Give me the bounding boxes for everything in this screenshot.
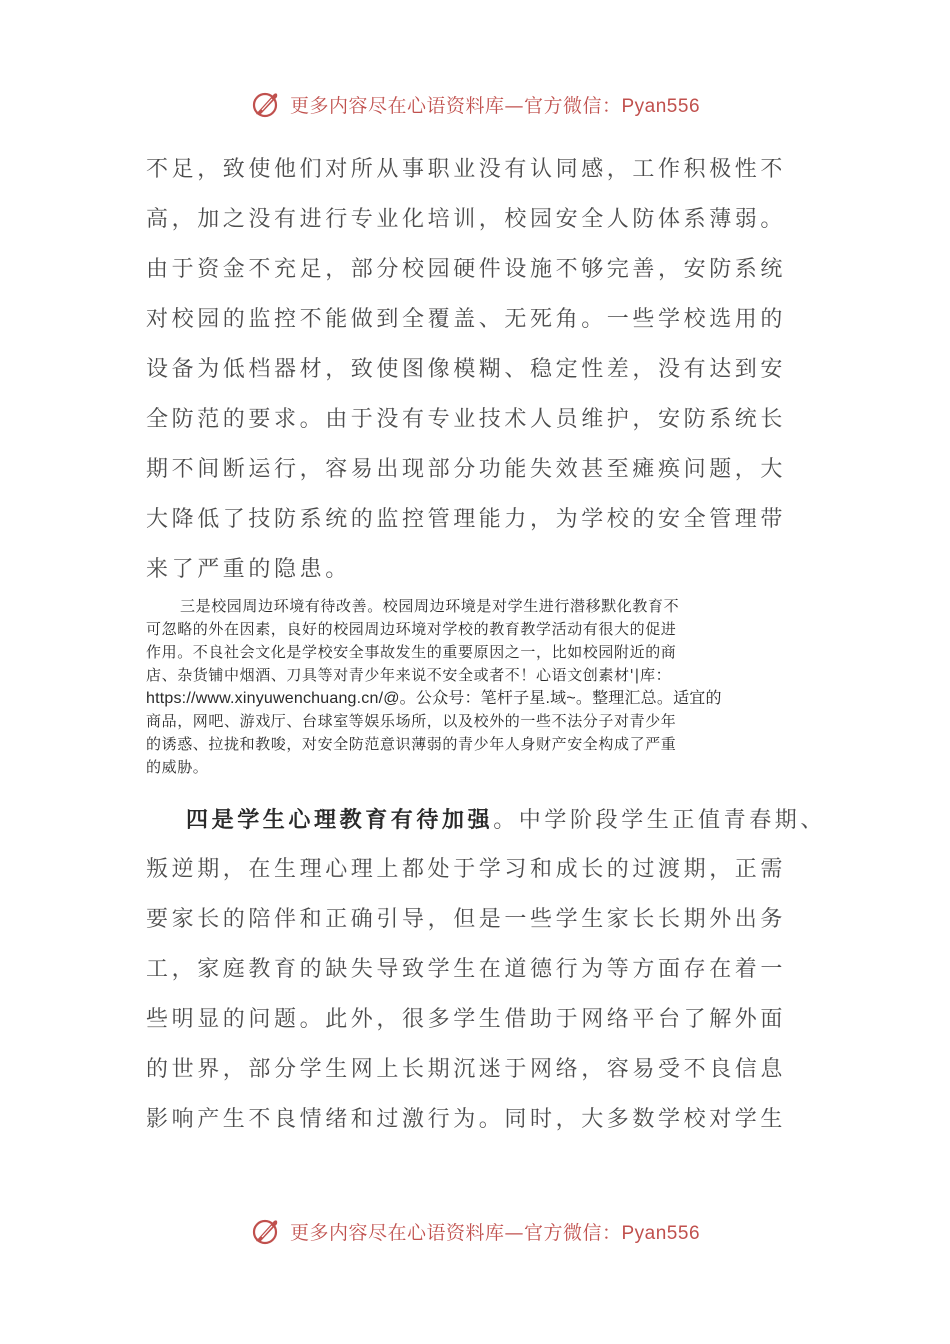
- header-banner: [0, 84, 950, 124]
- quill-pen-logo-icon: [250, 88, 282, 120]
- footer-banner: [0, 1211, 950, 1251]
- paragraph-2: [146, 595, 808, 779]
- text-line: 作用。不良社会文化是学校安全事故发生的重要原因之一，比如校园附近的商: [146, 643, 677, 661]
- text-line: 的诱惑、拉拢和教唆，对安全防范意识薄弱的青少年人身财产安全构成了严重: [146, 735, 677, 753]
- footer-wechat-id: Pyan556: [621, 1222, 701, 1244]
- text-line: 不足，致使他们对所从事职业没有认同感，工作积极性不: [146, 157, 787, 182]
- section-heading: 四是学生心理教育有待加强: [186, 807, 494, 833]
- text-line: 影响产生不良情绪和过激行为。同时，大多数学校对学生: [146, 1107, 787, 1132]
- text-line: 工，家庭教育的缺失导致学生在道德行为等方面存在着一: [146, 957, 787, 982]
- footer-label: 更多内容尽在心语资料库—官方微信：: [289, 1221, 622, 1244]
- header-wechat-id: Pyan556: [621, 95, 701, 117]
- header-banner-text: [290, 91, 700, 118]
- text-line: 由于资金不充足，部分校园硬件设施不够完善，安防系统: [146, 257, 787, 282]
- text-line: 可忽略的外在因素，良好的校园周边环境对学校的教育教学活动有很大的促进: [146, 620, 677, 638]
- text-line-rest: 。中学阶段学生正值青春期、: [493, 808, 827, 833]
- text-line: 对校园的监控不能做到全覆盖、无死角。一些学校选用的: [146, 307, 787, 332]
- text-line: 要家长的陪伴和正确引导，但是一些学生家长长期外出务: [146, 907, 787, 932]
- quill-pen-logo-icon: [250, 1215, 282, 1247]
- header-label: 更多内容尽在心语资料库—官方微信：: [289, 94, 622, 117]
- text-line: 期不间断运行，容易出现部分功能失效甚至瘫痪问题，大: [146, 457, 787, 482]
- text-line: 全防范的要求。由于没有专业技术人员维护，安防系统长: [146, 407, 787, 432]
- text-line: 些明显的问题。此外，很多学生借助于网络平台了解外面: [146, 1007, 787, 1032]
- text-line: 的威胁。: [146, 758, 209, 776]
- text-line: 设备为低档器材，致使图像模糊、稳定性差，没有达到安: [146, 357, 787, 382]
- text-line: 的世界，部分学生网上长期沉迷于网络，容易受不良信息: [146, 1057, 787, 1082]
- text-line: 店、杂货铺中烟酒、刀具等对青少年来说不安全或者不！心语文创素材'|库：: [146, 666, 672, 684]
- text-line: 大降低了技防系统的监控管理能力，为学校的安全管理带: [146, 507, 787, 532]
- text-line: 来了严重的隐患。: [146, 557, 351, 582]
- text-line-url: https://www.xinyuwenchuang.cn/@。公众号：笔杆子星.域~。整理汇总。适宜的: [146, 690, 722, 707]
- text-line: 三是校园周边环境有待改善。校园周边环境是对学生进行潜移默化教育不: [180, 597, 680, 615]
- paragraph-3: [146, 795, 826, 1145]
- footer-banner-text: [290, 1218, 700, 1245]
- text-line-first: [146, 795, 826, 845]
- text-line: 高，加之没有进行专业化培训，校园安全人防体系薄弱。: [146, 207, 787, 232]
- text-line: 叛逆期，在生理心理上都处于学习和成长的过渡期，正需: [146, 857, 787, 882]
- text-line: 商品，网吧、游戏厅、台球室等娱乐场所，以及校外的一些不法分子对青少年: [146, 712, 677, 730]
- paragraph-1: [146, 145, 826, 595]
